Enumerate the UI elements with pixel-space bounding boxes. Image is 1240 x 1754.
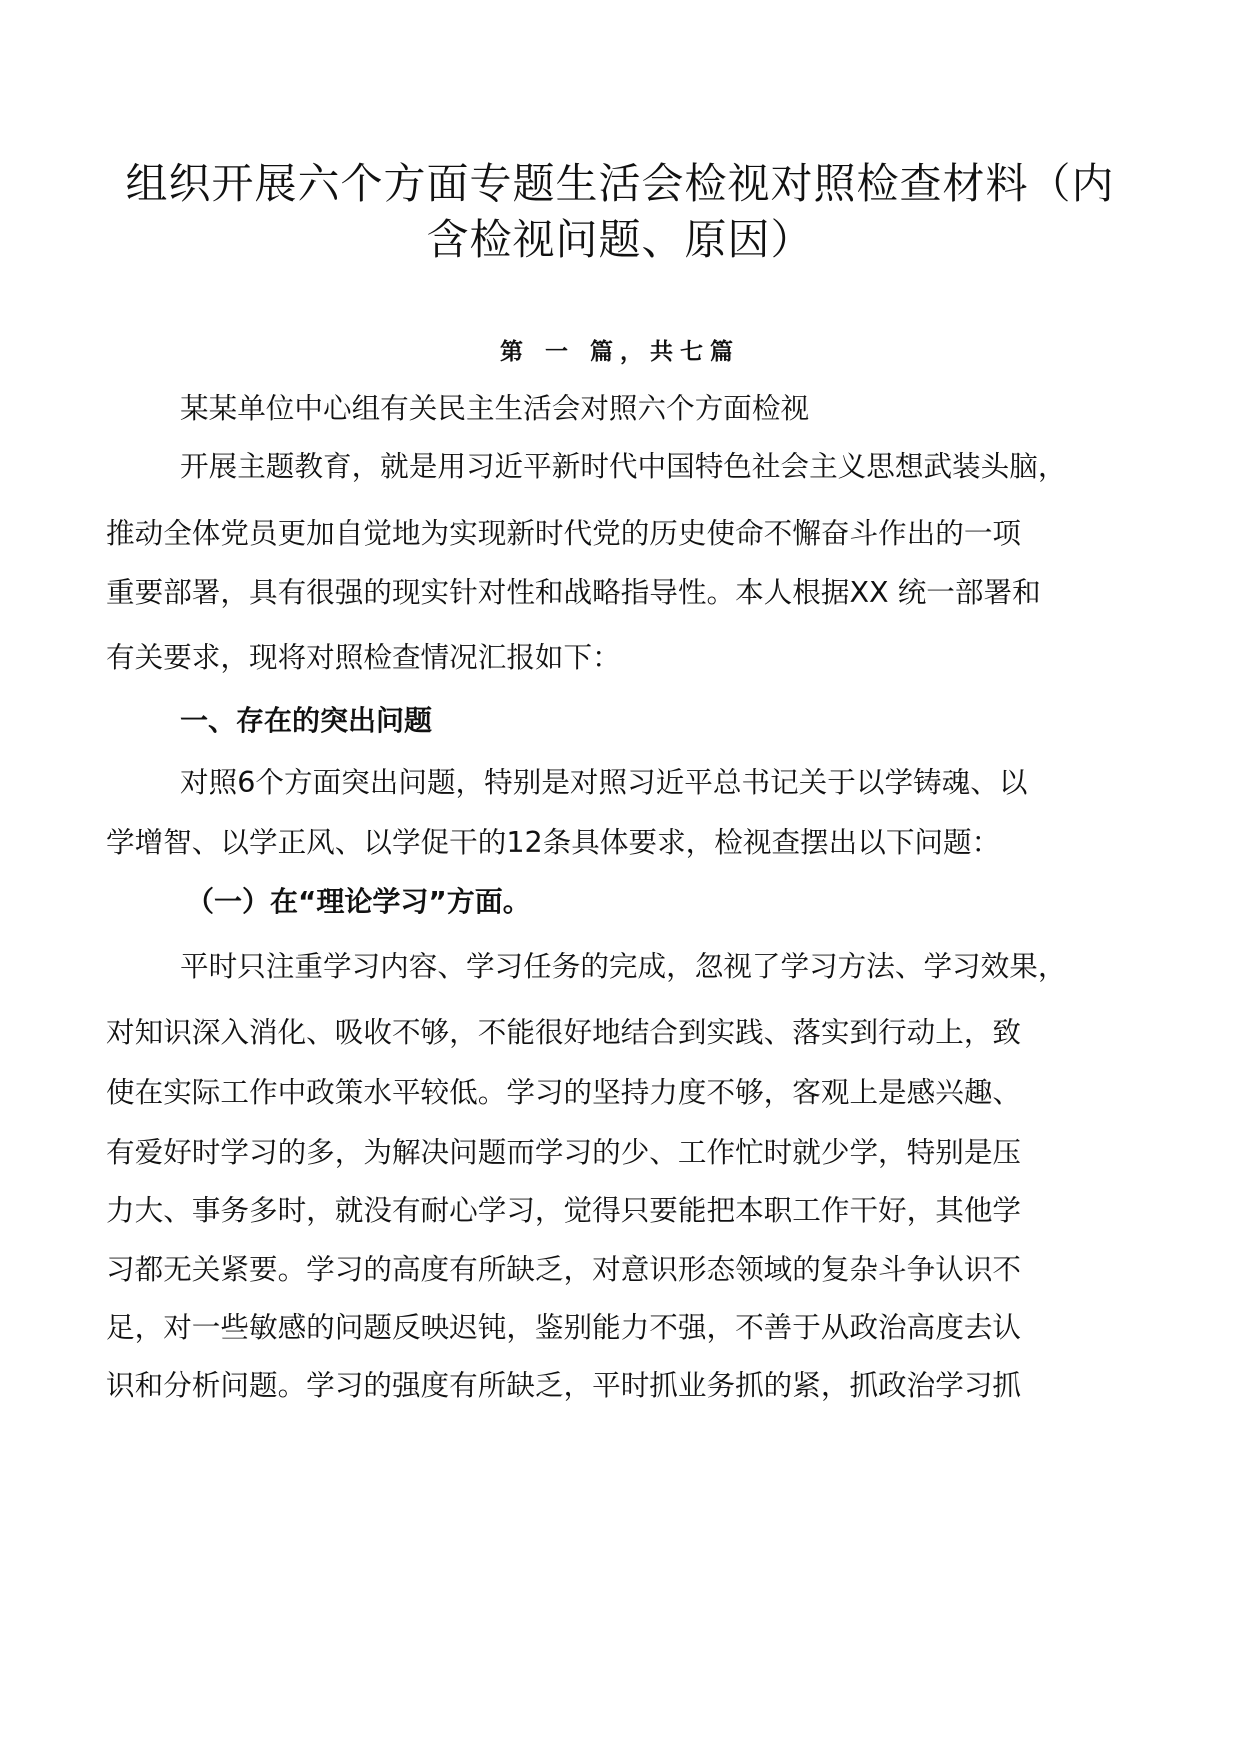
paragraph-line: 对知识深入消化、吸收不够，不能很好地结合到实践、落实到行动上，致 [106,1015,1022,1049]
document-title-line-2: 含检视问题、原因） [426,215,814,264]
paragraph-line: 平时只注重学习内容、学习任务的完成，忽视了学习方法、学习效果， [180,949,1067,983]
document-title-line-1: 组织开展六个方面专题生活会检视对照检查材料（内 [125,159,1115,208]
paragraph-line: 对照6个方面突出问题，特别是对照习近平总书记关于以学铸魂、以 [180,765,1028,799]
paragraph-line: 学增智、以学正风、以学促干的12条具体要求，检视查摆出以下问题： [106,825,1001,859]
paragraph-intro-line: 某某单位中心组有关民主生活会对照六个方面检视 [180,391,810,425]
paragraph-line: 足，对一些敏感的问题反映迟钝，鉴别能力不强，不善于从政治高度去认 [106,1310,1022,1344]
paragraph-line: 力大、事务多时，就没有耐心学习，觉得只要能把本职工作干好，其他学 [106,1193,1022,1227]
subsection-heading: （一）在“理论学习”方面。 [186,885,531,918]
paragraph-line: 有关要求，现将对照检查情况汇报如下： [106,640,621,674]
paragraph-line: 开展主题教育，就是用习近平新时代中国特色社会主义思想武装头脑， [180,449,1067,483]
paragraph-line: 重要部署，具有很强的现实针对性和战略指导性。本人根据XX 统一部署和 [106,575,1041,609]
section-heading: 一、存在的突出问题 [180,704,433,737]
paragraph-line: 使在实际工作中政策水平较低。学习的坚持力度不够，客观上是感兴趣、 [106,1075,1022,1109]
document-subtitle: 第 一 篇，共七篇 [499,338,740,365]
paragraph-line: 识和分析问题。学习的强度有所缺乏，平时抓业务抓的紧，抓政治学习抓 [106,1368,1022,1402]
paragraph-line: 推动全体党员更加自觉地为实现新时代党的历史使命不懈奋斗作出的一项 [106,516,1022,550]
paragraph-line: 习都无关紧要。学习的高度有所缺乏，对意识形态领域的复杂斗争认识不 [106,1252,1022,1286]
paragraph-line: 有爱好时学习的多，为解决问题而学习的少、工作忙时就少学，特别是压 [106,1135,1022,1169]
